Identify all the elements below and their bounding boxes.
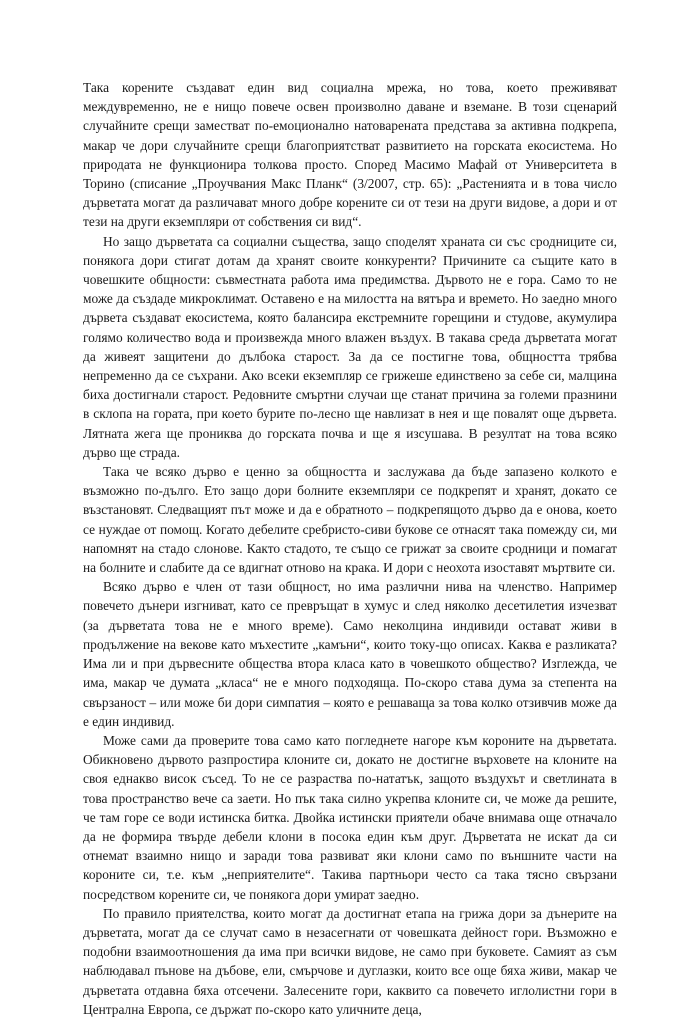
paragraph-5: Може сами да проверите това само като погледнете нагоре към короните на дърветата. Обикновено дървото разпростира клоните си, докато не достигне върховете на клоните на своя еднакво висок съсед. То не се разраства по-нататък, защото въздухът и светлината в това пространство вече са заети. Но пък така силно укрепва клоните си, че може да решите, че там горе се води истинска битка. Двойка истински приятели обаче внимава още отначало да не формира твърде дебели клони в посока един към друг. Дърветата не искат да си отнемат взаимно нищо и заради това развиват яки клони само по външните части на короните си, т.е. към „неприятелите“. Такива партньори често са така тясно свързани посредством корените си, че понякога дори умират заедно. xyxy=(83,732,617,902)
body-text xyxy=(83,78,617,1019)
paragraph-4: Всяко дърво е член от тази общност, но има различни нива на членство. Например повечето дънери изгниват, като се превръщат в хумус и след няколко десетилетия изчезват (за дърветата това не е много време). Само неколцина индивиди остават живи в продължение на векове като мъхестите „камъни“, които току-що описах. Каква е разликата? Има ли и при дървесните общества втора класа като в човешкото общество? Изглежда, че има, макар че думата „класа“ не е много подходяща. По-скоро става дума за степента на свързаност – или може би дори симпатия – която е решаваща за това колко отзивчив може да е един индивид. xyxy=(83,579,617,729)
paragraph-3: Така че всяко дърво е ценно за общността и заслужава да бъде запазено колкото е възможно по-дълго. Ето защо дори болните екземпляри се подкрепят и хранят, докато се възстановят. Следващият път може и да е обратното – подкрепящото дърво да е онова, което се нуждае от помощ. Когато дебелите сребристо-сиви букове се отнасят така помежду си, ми напомнят на стадо слонове. Както стадото, те също се грижат за своите сродници и помагат на болните и слабите да се вдигнат отново на крака. И дори с неохота изоставят мъртвите си. xyxy=(83,464,617,576)
paragraph-1: Така корените създават един вид социална мрежа, но това, което преживяват междувременно, не е нищо повече освен произволно даване и вземане. В този сценарий случайните срещи заместват по-емоционално натоварената представа за активна подкрепа, макар че дори случайните срещи благоприятстват развитието на горската екосистема. Но природата не функционира толкова просто. Според Масимо Мафай от Университета в Торино (списание „Проучвания Макс Планк“ (3/2007, стр. 65): „Растенията и в това число дърветата могат да различават много добре корените си от тези на други видове, а дори и от тези на други екземпляри от собствения си вид“. xyxy=(83,80,617,230)
paragraph-2: Но защо дърветата са социални същества, защо споделят храната си със сродниците си, понякога дори стигат дотам да хранят своите конкуренти? Причините са същите като в човешките общности: съвместната работа има предимства. Дървото не е гора. Само то не може да създаде микроклимат. Оставено е на милостта на вятъра и времето. Но заедно много дървета създават екосистема, която балансира екстремните горещини и студове, акумулира голямо количество вода и произвежда много влажен въздух. В такава среда дърветата могат да живеят защитени до дълбока старост. За да се постигне това, общността трябва непременно да се съхрани. Ако всеки екземпляр се грижеше единствено за себе си, малцина биха достигнали старост. Редовните смъртни случаи ще станат причина за големи празнини в склопа на гората, при което бурите по-лесно ще навлизат в нея и ще повалят още дървета. Лятната жега ще прониква до горската почва и ще я изсушава. В резултат на това всяко дърво ще страда. xyxy=(83,233,617,460)
paragraph-6: По правило приятелства, които могат да достигнат етапа на грижа дори за дънерите на дърветата, могат да се случат само в незасегнати от човешката дейност гори. Възможно е подобни взаимоотношения да има при всички видове, не само при буковете. Самият аз съм наблюдавал пънове на дъбове, ели, смърчове и дуглазки, които все още бяха живи, макар че дърветата отдавна бяха отсечени. Залесените гори, каквито са повечето иглолистни гори в Централна Европа, се държат по-скоро като уличните деца, xyxy=(83,905,617,1017)
